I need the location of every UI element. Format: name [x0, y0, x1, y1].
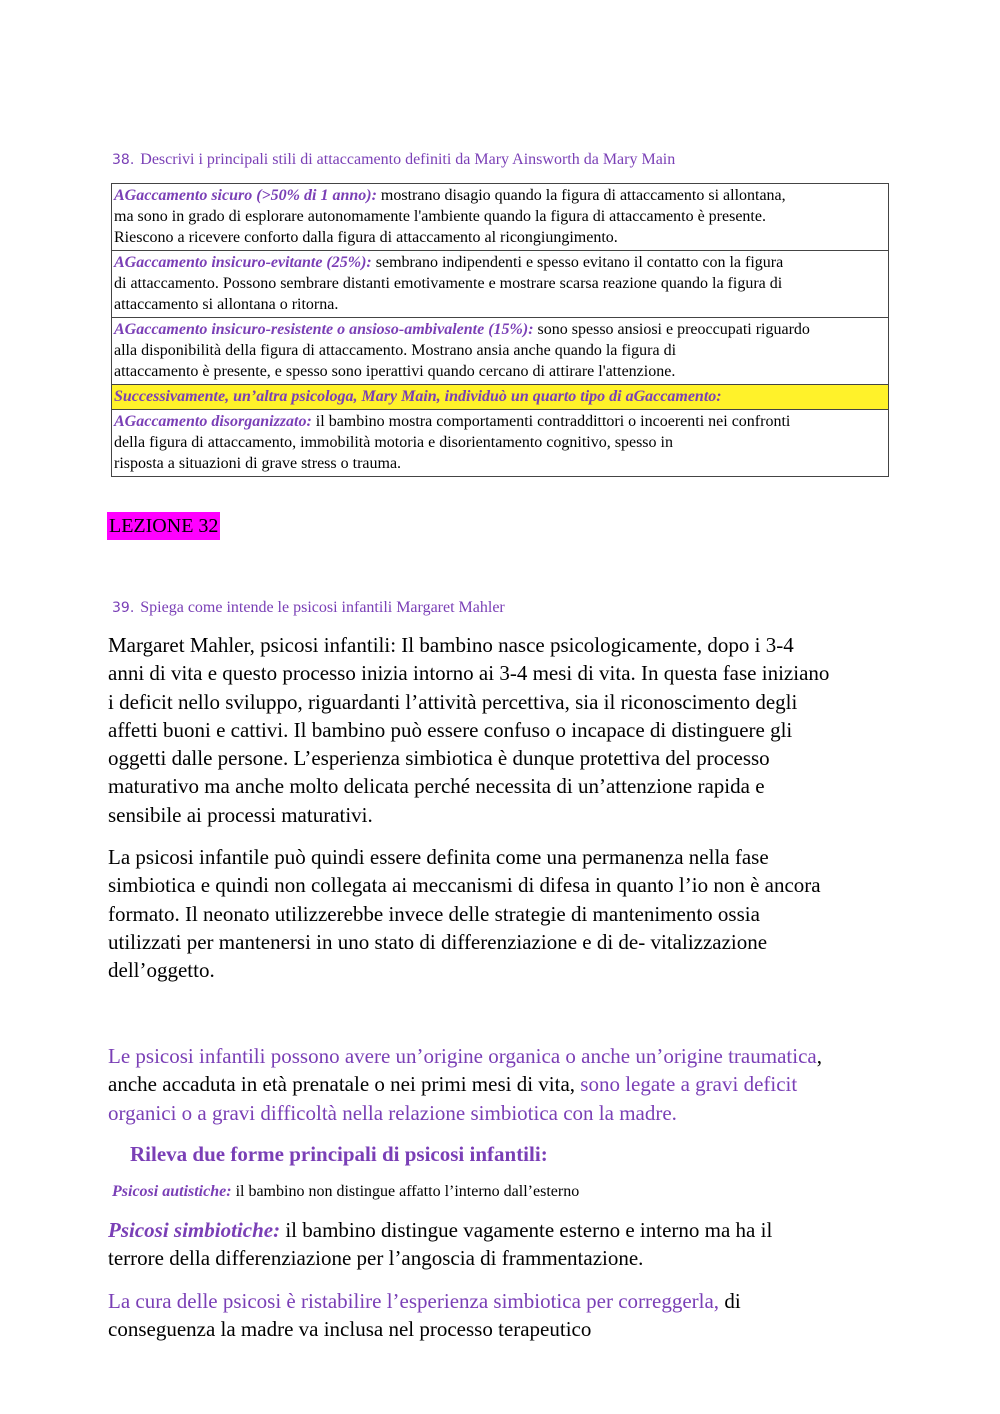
term-text: il bambino distingue vagamente esterno e interno ma ha il — [280, 1218, 773, 1242]
paragraph-mahler — [108, 631, 898, 829]
term-label: Psicosi simbiotiche: — [108, 1218, 281, 1242]
line: simbiotica e quindi non collegata ai meccanismi di difesa in quanto l’io non è ancora — [108, 873, 821, 898]
line: anni di vita e questo processo inizia intorno ai 3-4 mesi di vita. In questa fase iniziano — [108, 661, 830, 686]
table-row — [112, 251, 889, 318]
paragraph-definition — [108, 843, 898, 984]
term-label: Psicosi autistiche: — [112, 1183, 232, 1200]
row-text: ma sono in grado di esplorare autonomamente l'ambiente quando la figura di attaccamento è presente. — [114, 208, 766, 225]
term-text: il bambino non distingue affatto l’interno dall’esterno — [231, 1183, 580, 1200]
question-text: Spiega come intende le psicosi infantili Margaret Mahler — [140, 599, 505, 616]
line: i deficit nello sviluppo, riguardanti l’attività percettiva, sia il riconoscimento degli — [108, 689, 798, 714]
line-black: , — [816, 1044, 822, 1068]
line: dell’oggetto. — [108, 958, 215, 983]
line: formato. Il neonato utilizzerebbe invece delle strategie di mantenimento ossia — [108, 901, 760, 926]
line: La psicosi infantile può quindi essere definita come una permanenza nella fase — [108, 845, 769, 869]
row-text: di attaccamento. Possono sembrare distanti emotivamente e mostrare scarsa reazione quando la figura di — [114, 275, 783, 292]
question-39 — [112, 599, 505, 617]
row-text: il bambino mostra comportamenti contraddittori o incoerenti nei confronti — [311, 413, 791, 430]
subheading: Rileva due forme principali di psicosi infantili: — [130, 1142, 548, 1166]
autistic-psychosis — [112, 1183, 579, 1201]
row-text: attaccamento si allontana o ritorna. — [114, 296, 339, 313]
line: affetti buoni e cattivi. Il bambino può essere confuso o incapace di distinguere gli — [108, 717, 793, 742]
table-row — [112, 410, 889, 477]
row-label: AGaccamento disorganizzato: — [114, 413, 312, 430]
line: oggetti dalle persone. L’esperienza simbiotica è dunque protettiva del processo — [108, 746, 770, 771]
row-text: risposta a situazioni di grave stress o trauma. — [114, 455, 402, 472]
line-black: di — [719, 1289, 741, 1313]
line-black: anche accaduta in età prenatale o nei primi mesi di vita, — [108, 1072, 581, 1097]
row-text: attaccamento è presente, e spesso sono iperattivi quando cercano di attirare l'attenzione. — [114, 363, 676, 380]
row-text: sembrano indipendenti e spesso evitano il contatto con la figura — [371, 254, 784, 271]
line-purple: Le psicosi infantili possono avere un’origine organica o anche un’origine traumatica — [108, 1044, 817, 1068]
highlight-text: Successivamente, un’altra psicologa, Mary Main, individuò un quarto tipo di aGaccamento: — [114, 388, 722, 405]
line-purple: La cura delle psicosi è ristabilire l’esperienza simbiotica per correggerla, — [108, 1289, 720, 1313]
line: utilizzati per mantenersi in uno stato di differenziazione e di de- vitalizzazione — [108, 929, 768, 954]
line: maturativo ma anche molto delicata perché necessita di un’attenzione rapida e — [108, 774, 765, 799]
row-text: alla disponibilità della figura di attaccamento. Mostrano ansia anche quando la figura di — [114, 342, 677, 359]
table-row — [112, 318, 889, 385]
question-number: 38. — [112, 152, 135, 168]
attachment-styles-table — [111, 183, 889, 477]
lesson-heading: LEZIONE 32 — [107, 512, 220, 540]
question-38 — [112, 151, 675, 169]
row-label: AGaccamento sicuro (>50% di 1 anno): — [114, 187, 377, 204]
table-row — [112, 184, 889, 251]
row-label: AGaccamento insicuro-resistente o ansioso-ambivalente (15%): — [114, 321, 534, 338]
line-purple: sono legate a gravi deficit — [580, 1072, 798, 1097]
row-label: AGaccamento insicuro-evitante (25%): — [114, 254, 372, 271]
line-black: conseguenza la madre va inclusa nel processo terapeutico — [108, 1317, 592, 1342]
line-purple: organici o a gravi difficoltà nella relazione simbiotica con la madre. — [108, 1100, 677, 1125]
line: Margaret Mahler, psicosi infantili: Il bambino nasce psicologicamente, dopo i 3-4 — [108, 633, 794, 657]
term-text: terrore della differenziazione per l’angoscia di frammentazione. — [108, 1246, 644, 1271]
row-text: mostrano disagio quando la figura di attaccamento si allontana, — [376, 187, 786, 204]
row-text: della figura di attaccamento, immobilità motoria e disorientamento cognitivo, spesso in — [114, 434, 673, 451]
row-text: Riescono a ricevere conforto dalla figura di attaccamento al ricongiungimento. — [114, 229, 618, 246]
question-text: Descrivi i principali stili di attaccamento definiti da Mary Ainsworth da Mary Main — [140, 151, 676, 168]
paragraph-origins — [108, 1042, 898, 1127]
symbiotic-psychosis — [108, 1216, 898, 1273]
line: sensibile ai processi maturativi. — [108, 802, 373, 827]
row-text: sono spesso ansiosi e preoccupati riguardo — [533, 321, 810, 338]
table-row-highlight — [112, 385, 889, 410]
question-number: 39. — [112, 600, 135, 616]
paragraph-cure — [108, 1287, 898, 1344]
